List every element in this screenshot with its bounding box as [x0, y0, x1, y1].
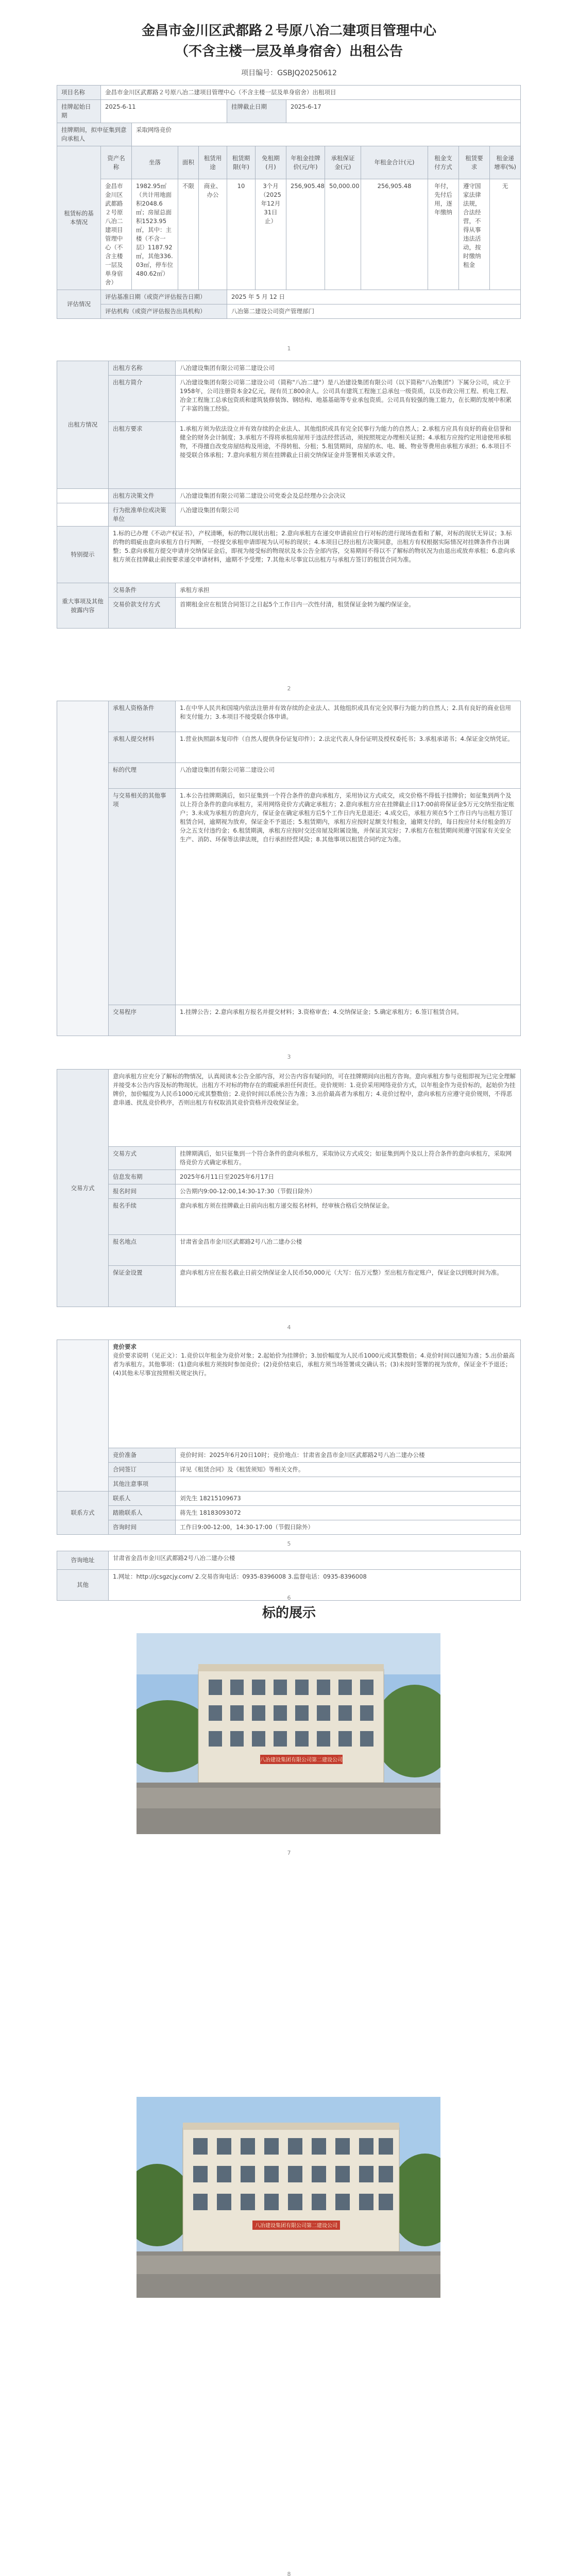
qual-label-1: 承租人资格条件: [109, 701, 176, 732]
contact-person-label: 联系人: [109, 1492, 176, 1506]
trade-table: [57, 1069, 521, 1307]
bid-section-side: [57, 1340, 109, 1492]
other-text: 1.网址：http://jcsgzcjy.com/ 2.交易咨询电话：0935-8396008 3.监督电话：0935-8396008: [109, 1570, 521, 1601]
trade-cond: 承租方承担: [176, 583, 521, 598]
lease-years: 10: [227, 179, 256, 290]
decision: 八冶建设集团有限公司第二建设公司党委会及总经理办公会决议: [176, 489, 521, 503]
project-name-label: 项目名称: [57, 86, 101, 100]
lessor-name: 八冶建设集团有限公司第二建设公司: [176, 361, 521, 376]
col-header: 租金递增率(%): [490, 146, 521, 179]
page-title: [0, 21, 578, 62]
approval: 八冶建设集团有限公司: [176, 503, 521, 527]
title-line-2: （不含主楼一层及单身宿舍）出租公告: [175, 44, 403, 59]
building-illustration: [137, 2097, 440, 2298]
trade-intro: 意向承租方应充分了解标的物情况，认真阅读本公告全部内容，对公告内容有疑问的，可在挂牌期间向出租方咨询。意向承租方参与竞租即视为已完全理解并接受本公告内容及标的物现状。出租方不对标的物存在的瑕疵承担任何责任。竞价规则：1.竞价采用网络竞价方式，以年租金作为竞价标的，起始价为挂牌价，加价幅度为人民币1000元或其整数倍；2.竞价时间以系统公告为准；3.出价最高者为承租方；4.竞价过程中，意向承租方应遵守竞价规则，不得恶意串通、扰乱竞价秩序，否则出租方有权取消其竞价资格并没收保证金。: [109, 1070, 521, 1147]
qualification-table: [57, 701, 521, 1036]
range-label: 信息发布期: [109, 1170, 176, 1184]
basic-info-table: [57, 85, 521, 319]
page-number: 3: [287, 1054, 291, 1060]
showcase-title: 标的展示: [262, 1605, 316, 1621]
reg-proc-label: 报名手续: [109, 1199, 176, 1235]
listing-end-label: 挂牌截止日期: [227, 100, 286, 123]
eval-org-label: 评估机构（或资产评估报告出具机构）: [101, 304, 227, 319]
building-photo-1: [137, 1633, 440, 1834]
special-label: 特别提示: [57, 527, 109, 583]
col-header: 承租保证金(元): [325, 146, 361, 179]
reg-time-label: 报名时间: [109, 1184, 176, 1199]
extra-section: [57, 1551, 520, 1601]
col-header: 租金支付方式: [428, 146, 459, 179]
title-line-1: 金昌市金川区武都路２号原八冶二建项目管理中心: [141, 23, 436, 39]
reg-time: 公告期内9:00-12:00,14:30-17:30（节假日除外）: [176, 1184, 521, 1199]
qual-text-2: 1.营业执照副本复印件（自然人提供身份证复印件）；2.法定代表人身份证明及授权委托书；3.承租承诺书；4.保证金交纳凭证。: [176, 732, 521, 763]
pay-label: 交易价款支付方式: [109, 598, 176, 629]
listing-start: 2025-6-11: [101, 100, 227, 123]
bid-prep: 竞价时间：2025年6月20日10时；竞价地点：甘肃省金昌市金川区武都路2号八冶二建办公楼: [176, 1448, 521, 1463]
lessor-table: [57, 361, 521, 629]
addr-label: 咨询地址: [57, 1551, 109, 1570]
lessor-section: [57, 361, 520, 629]
rent-increase: 无: [490, 179, 521, 290]
deposit-label: 保证金设置: [109, 1266, 176, 1307]
qual-text-3: 八冶建设集团有限公司第二建设公司: [176, 763, 521, 789]
rent-total: 256,905.48: [361, 179, 428, 290]
contact-person: 刘先生 18215109673: [176, 1492, 521, 1506]
qual-label-4: 与交易相关的其他事项: [109, 789, 176, 1005]
col-header: 坐落: [132, 146, 178, 179]
sign-text: 八冶建设集团有限公司第二建设公司: [260, 1757, 343, 1763]
basic-section-label: 租赁标的基本情况: [57, 146, 101, 290]
annual-rent: 256,905.48: [286, 179, 325, 290]
col-header: 租赁用途: [199, 146, 227, 179]
contract-label: 合同签订: [109, 1463, 176, 1477]
qual-section: [57, 701, 109, 1036]
page-number: 5: [287, 1540, 291, 1547]
basic-info-section: [57, 85, 520, 319]
asset-location-area: 1982.95㎡（共计用地面积2048.6㎡；房屋总面积1523.95㎡，其中：主楼（不含一层）1187.92㎡，其他336.03㎡，停车位480.62㎡）: [132, 179, 178, 290]
col-header: 年租金挂牌价(元/年): [286, 146, 325, 179]
lessor-section-label: 出租方情况: [57, 361, 109, 489]
bid-text: [109, 1340, 521, 1448]
qual-text-5: 1.挂牌公告；2.意向承租方报名并提交材料；3.资格审查；4.交纳保证金；5.确定承租方；6.签订租赁合同。: [176, 1005, 521, 1036]
eval-date-label: 评估基准日期（或资产评估报告日期）: [101, 290, 227, 304]
payment-method: 年付，先付后用，逐年缴纳: [428, 179, 459, 290]
trade-label: 交易方式: [57, 1070, 109, 1307]
page-number: 4: [287, 1324, 291, 1331]
lessor-req: 1.承租方须为依法设立并有效存续的企业法人、其他组织或具有完全民事行为能力的自然人；2.承租方应具有良好的商业信誉和健全的财务会计制度；3.承租方不得将承租房屋用于违法经营活动，须按照规定办理相关证照；4.承租方应按约定用途使用承租物，不得擅自改变房屋结构及用途，不得转租、分租；5.租赁期间，房屋的水、电、暖、物业等费用由承租方承担；6.本项目不接受联合体承租；7.意向承租方须在挂牌截止日前交纳保证金并签署相关承诺文件。: [176, 422, 521, 489]
lessor-name-label: 出租方名称: [109, 361, 176, 376]
eval-org: 八冶第二建设公司资产管理部门: [227, 304, 521, 319]
trade-cond-label: 交易条件: [109, 583, 176, 598]
bid-prep-label: 竞价准备: [109, 1448, 176, 1463]
special-text: 1.标的已办理《不动产权证书》，产权清晰，标的物以现状出租；2.意向承租方在递交申请前应自行对标的进行现场查看和了解，对标的现状无异议；3.标的物的瑕疵由意向承租方自行判断，一经提交承租申请即视为认可标的现状；4.本项目已经出租方决策同意，出租方有权根据实际情况对挂牌条件作出调整；5.意向承租方提交申请并交纳保证金后，即视为接受标的物现状及本公告全部内容，交易期间不得以不了解标的物状况为由退出或放弃承租；6.意向承租方须在挂牌截止前按要求递交申请材料，逾期不予受理；7.其他未尽事宜以出租方与承租方签订的租赁合同为准。: [109, 527, 521, 583]
extra-table: [57, 1551, 521, 1601]
disclosure-label: 重大事项及其他披露内容: [57, 583, 109, 629]
bid-other-label: 其他注意事项: [109, 1477, 176, 1492]
listing-start-label: 挂牌起始日期: [57, 100, 101, 123]
bid-label: 竞价要求: [113, 1343, 137, 1350]
qual-label-2: 承租人提交材料: [109, 732, 176, 763]
reg-loc: 甘肃省金昌市金川区武都路2号八冶二建办公楼: [176, 1235, 521, 1266]
inspect-label: 踏勘联系人: [109, 1506, 176, 1520]
bid-other: [176, 1477, 521, 1492]
consult-time: 工作日9:00-12:00，14:30-17:00（节假日除外）: [176, 1520, 521, 1535]
col-header: 租赁期限(年): [227, 146, 256, 179]
addr: 甘肃省金昌市金川区武都路2号八冶二建办公楼: [109, 1551, 521, 1570]
trade-mode: 挂牌期满后，如只征集到一个符合条件的意向承租方，采取协议方式成交；如征集到两个及以上符合条件的意向承租方，采取网络竞价方式确定承租方。: [176, 1147, 521, 1170]
contact-label: 联系方式: [57, 1492, 109, 1535]
deposit: 50,000.00: [325, 179, 361, 290]
building-illustration: [137, 1633, 440, 1834]
page-number: 6: [287, 1595, 291, 1601]
col-header: 面积: [178, 146, 199, 179]
project-name: 金昌市金川区武都路２号原八冶二建项目管理中心（不含主楼一层及单身宿舍）出租项目: [101, 86, 521, 100]
lessor-req-label: 出租方要求: [109, 422, 176, 489]
other-label: 其他: [57, 1570, 109, 1601]
area-limit: 不限: [178, 179, 199, 290]
range: 2025年6月11日至2025年6月17日: [176, 1170, 521, 1184]
lease-use: 商业、办公: [199, 179, 227, 290]
pay-value: 首期租金应在租赁合同签订之日起5个工作日内一次性付清，租赁保证金转为履约保证金。: [176, 598, 521, 629]
contract: 详见《租赁合同》及《租赁须知》等相关文件。: [176, 1463, 521, 1477]
page-number: 2: [287, 685, 291, 692]
rent-free: 3个月（2025年12月31日止）: [256, 179, 286, 290]
lease-requirement: 遵守国家法律法规，合法经营，不得从事违法活动，按时缴纳租金: [459, 179, 490, 290]
bid-table: [57, 1340, 521, 1535]
building-photo-2: [137, 2097, 440, 2298]
page-number: 1: [287, 345, 291, 352]
lessor-profile-label: 出租方简介: [109, 376, 176, 422]
qualification-section: [57, 701, 520, 1036]
eval-date: 2025 年 5 月 12 日: [227, 290, 521, 304]
page-number: 7: [287, 1850, 291, 1856]
reg-loc-label: 报名地点: [109, 1235, 176, 1266]
lessor-profile: 八冶建设集团有限公司第二建设公司（简称"八冶二建"）是八冶建设集团有限公司（以下简称"八冶集团"）下属分公司，成立于1958年，公司注册资本金2亿元，现有员工800余人。公司具有建筑工程施工总承包一级资质，以及市政公用工程、机电工程、冶金工程施工总承包资质和建筑装修装饰、钢结构、地基基础等专业承包资质。公司具有较强的施工能力，在长期的发展中积累了丰富的施工经验。: [176, 376, 521, 422]
bid-section: [57, 1340, 520, 1535]
deposit-text: 意向承租方应在报名截止日前交纳保证金人民币50,000元（大写：伍万元整）至出租方指定账户，保证金以到账时间为准。: [176, 1266, 521, 1307]
col-header: 租赁要求: [459, 146, 490, 179]
eval-label: 评估情况: [57, 290, 101, 319]
trade-section: [57, 1069, 520, 1307]
col-header: 年租金合计(元): [361, 146, 428, 179]
intent-label: 挂牌期间，拟申征集到意向承租人: [57, 123, 132, 146]
decision-label: 出租方决策文件: [109, 489, 176, 503]
reg-proc: 意向承租方须在挂牌截止日前向出租方递交报名材料，经审核合格后交纳保证金。: [176, 1199, 521, 1235]
project-number: 项目编号：GSBJQ20250612: [241, 69, 337, 77]
qual-label-3: 标的代理: [109, 763, 176, 789]
qual-text-4: 1.本公告挂牌期满后，如只征集到一个符合条件的意向承租方，采用协议方式成交，成交价格不得低于挂牌价；如征集到两个及以上符合条件的意向承租方，采用网络竞价方式确定承租方；2.意向承租方应在挂牌截止日17:00前将保证金5万元交纳至指定账户；3.未成为承租方的意向方，保证金在确定承租方后5个工作日内无息退还；4.成交后，承租方须在5个工作日内与出租方签订租赁合同，逾期视为放弃，保证金不予退还；5.租赁期内，承租方应按时足额支付租金，逾期支付的，每日按应付未付租金的万分之五支付违约金；6.租赁期满，承租方应按时交还房屋及附属设施，并保证其完好；7.承租方在租赁期间须遵守国家有关安全生产、消防、环保等法律法规，自行承担经营风险；8.其他事项以租赁合同约定为准。: [176, 789, 521, 1005]
col-header: 资产名称: [101, 146, 132, 179]
asset-name: 金昌市金川区武都路２号原八冶二建项目管理中心（不含主楼一层及单身宿舍）: [101, 179, 132, 290]
qual-label-5: 交易程序: [109, 1005, 176, 1036]
approval-label: 行为批准单位或决策单位: [109, 503, 176, 527]
trade-mode-label: 交易方式: [109, 1147, 176, 1170]
intent-value: 采取网络竞价: [132, 123, 521, 146]
col-header: 免租期(月): [256, 146, 286, 179]
qual-text-1: 1.在中华人民共和国境内依法注册并有效存续的企业法人、其他组织或具有完全民事行为能力的自然人；2.具有良好的商业信用和支付能力；3.本项目不接受联合体申请。: [176, 701, 521, 732]
bid-body: 竞价要求说明（见正文）：1.竞价以年租金为竞价对象；2.起始价为挂牌价；3.加价幅度为人民币1000元或其整数倍；4.竞价时间以通知为准；5.出价最高者为承租方。其他事项：(1)意向承租方须按时参加竞价；(2)竞价结束后，承租方须当场签署成交确认书；(3)未按时签署的视为放弃，保证金不予退还；(4)其他未尽事宜按照相关规定执行。: [113, 1352, 515, 1377]
sign-text: 八冶建设集团有限公司第二建设公司: [255, 2223, 337, 2229]
consult-time-label: 咨询时间: [109, 1520, 176, 1535]
listing-end: 2025-6-17: [286, 100, 521, 123]
inspect-person: 蒋先生 18183093072: [176, 1506, 521, 1520]
page-number: 8: [287, 2571, 291, 2576]
